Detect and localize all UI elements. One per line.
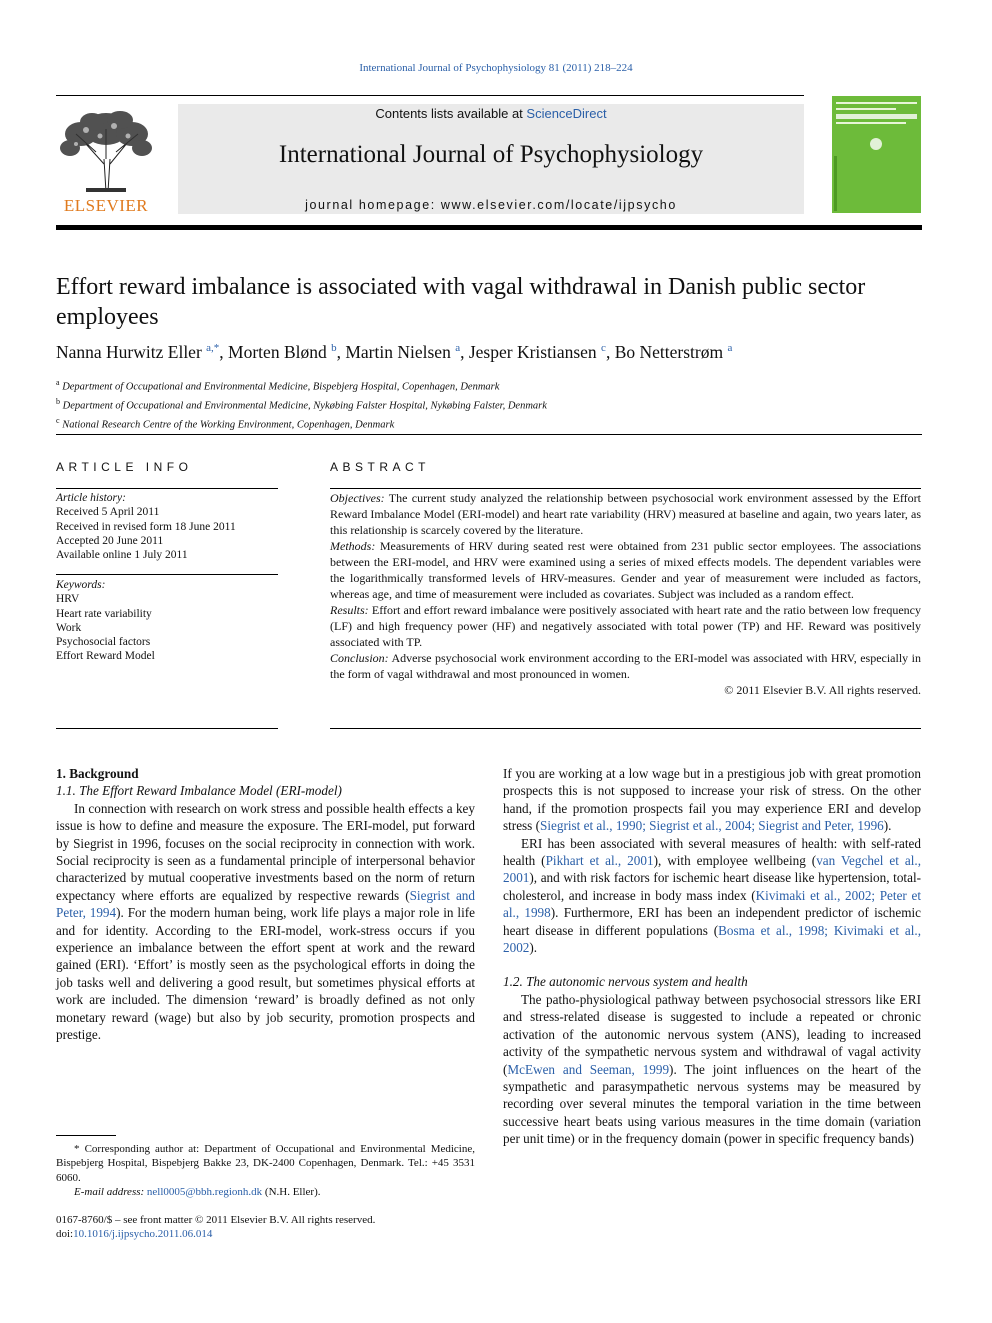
paragraph: The patho-physiological pathway between psychosocial stressors like ERI and stress-related disease is suggested to include a repeated or chronic activation of the autonomic nervous system (ANS), leading to increased activity of the sympathetic nervous system and withdrawal of vagal activity (McEwen and Seeman, 1999). The joint influences on the heart of the sympathetic and parasympathetic nervous systems may be measured by recording over several minutes the temporal variation in the time between successive heart beats using various measures in the time domain (variation per unit time) or in the frequency domain (power in specific frequency bands) [503,991,921,1147]
tree-icon [56,104,156,194]
citation-link[interactable]: van Vegchel et al., 2001 [503,853,921,886]
author-list [56,342,922,363]
body-left-column [56,765,475,1044]
history-item: Received 5 April 2011 [56,506,160,519]
keyword: Psychosocial factors [56,636,151,649]
author-affiliation-marker[interactable]: a,* [206,342,220,355]
abstract-objectives: Objectives: The current study analyzed the relationship between psychosocial work environment assessed by the Effort Reward Imbalance Model (ERI-model) and heart rate variability (HRV) measured at baseline and again, two years later, as this relationship is scarcely covered by the literature. [330,491,921,537]
paragraph: ERI has been associated with several measures of health: with self-rated health (Pikhart et al., 2001), with employee wellbeing (van Vegchel et al., 2001), and with risk factors for ischemic heart disease like hypertension, total-cholesterol, and increase in body mass index (Kivimaki et al., 2002; Peter et al., 1998). Furthermore, ERI has been an independent predictor of ischemic heart disease in different populations (Bosma et al., 1998; Kivimaki et al., 2002). [503,835,921,956]
elsevier-wordmark: ELSEVIER [63,196,149,215]
keywords-label: Keywords: [56,579,106,591]
abstract-heading: ABSTRACT [330,460,431,474]
author-affiliation-marker[interactable]: b [331,342,337,355]
spacer [503,956,921,973]
journal-cover-thumbnail [832,96,921,213]
cover-image-icon [832,96,921,213]
author: Jesper Kristiansen $^c$, [468,342,615,362]
corresponding-author-footnote [56,1142,475,1200]
history-item: Accepted 20 June 2011 [56,534,164,547]
citation-link[interactable]: Bosma et al., 1998; Kivimaki et al., 2002 [503,922,921,956]
subsection-heading: 1.2. The autonomic nervous system and health [503,974,748,990]
affiliation: $^a$ Department of Occupational and Environmental Medicine, Bispebjerg Hospital, Copenhagen, Denmark [56,378,500,393]
author: Bo Netterstrøm $^a$ [614,342,733,362]
subsection-heading: 1.1. The Effort Reward Imbalance Model (ERI-model) [56,783,342,799]
keyword: Work [56,621,82,634]
footnote-email: E-mail address: nell0005@bbh.regionh.dk (N.H. Eller). [74,1186,321,1199]
abstract-conclusion: Conclusion: Adverse psychosocial work environment according to the ERI-model was associated with HRV, especially in the form of vagal withdrawal and most pronounced in women. [330,651,921,681]
issn-line: 0167-8760/$ – see front matter © 2011 Elsevier B.V. All rights reserved. [56,1214,376,1226]
doi-line: doi:10.1016/j.ijpsycho.2011.06.014 [56,1228,213,1241]
author-affiliation-marker[interactable]: a [455,342,461,355]
doi-link[interactable]: 10.1016/j.ijpsycho.2011.06.014 [73,1228,213,1241]
article-title: Effort reward imbalance is associated with vagal withdrawal in Danish public sector employees [56,274,866,330]
contents-prefix: Contents lists available at [375,106,527,121]
abstract-body [330,490,921,698]
keyword: HRV [56,593,80,606]
author: Nanna Hurwitz Eller $^{a,*}$, [56,342,229,362]
abstract-copyright: © 2011 Elsevier B.V. All rights reserved. [724,683,921,697]
history-label: Article history: [56,492,126,504]
divider [56,728,278,729]
citation-link[interactable]: Pikhart et al., 2001 [545,853,654,869]
citation-link[interactable]: Siegrist et al., 1990; Siegrist et al., 2004; Siegrist and Peter, 1996 [540,818,884,834]
header-thick-rule [56,225,922,230]
article-history [56,491,278,562]
author-affiliation-marker[interactable]: c [601,342,606,355]
section-heading: 1. Background [56,766,139,781]
keyword: Heart rate variability [56,607,152,620]
sciencedirect-link[interactable]: ScienceDirect [526,106,607,121]
abstract-methods: Methods: Measurements of HRV during seated rest were obtained from 231 public sector employees. The associations between the ERI-model, and HRV were examined using a series of mixed effects models. The dependent variables were the logarithmically transformed levels of HRV-measures. Gender and year of measurement were included as factors, whereas age, and time of measurement were included as covariates. Subject was included as a random effect. [330,539,921,601]
author: Martin Nielsen $^a$, [345,342,469,362]
title-rule [56,434,922,435]
abstract-results: Results: Effort and effort reward imbalance were positively associated with heart rate and the ratio between low frequency (LF) and high frequency power (HF) and negatively associated with total power (TP) and HF. Reward was positively associated with TP. [330,603,921,649]
journal-title: International Journal of Psychophysiology [278,141,704,168]
divider [330,488,921,489]
keyword: Effort Reward Model [56,650,155,663]
keywords [56,578,278,664]
contents-line [178,106,804,121]
affiliations [56,376,922,433]
citation-link[interactable]: McEwen and Seeman, 1999 [507,1061,670,1077]
history-item: Available online 1 July 2011 [56,549,188,562]
divider [330,728,921,729]
email-link[interactable]: nell0005@bbh.regionh.dk [146,1186,263,1199]
journal-citation[interactable]: International Journal of Psychophysiology 81 (2011) 218–224 [359,62,633,74]
divider [56,574,278,575]
header-rule [56,95,804,96]
footnote-text: * Corresponding author at: Department of Occupational and Environmental Medicine, Bispebjerg Hospital, Bispebjerg Bakke 23, DK-2400 Copenhagen, Denmark. Tel.: +45 3531 6060. [56,1143,475,1184]
citation-link[interactable]: Siegrist and Peter, 1994 [56,887,475,921]
affiliation: $^b$ Department of Occupational and Environmental Medicine, Nykøbing Falster Hospital, Nykøbing Falster, Denmark [56,397,547,412]
footnote-rule [56,1135,116,1136]
article-info-heading: ARTICLE INFO [56,460,193,474]
history-item: Received in revised form 18 June 2011 [56,520,236,533]
citation-link[interactable]: Kivimaki et al., 2002; Peter et al., 1998 [503,887,921,921]
paragraph: If you are working at a low wage but in a prestigious job with great promotion prospects this is not supposed to increase your risk of stress. On the other hand, if the promotion prospects fail you may experience ERI and develop stress (Siegrist et al., 1990; Siegrist et al., 2004; Siegrist and Peter, 1996). [503,766,921,834]
page-footer [56,1213,475,1242]
affiliation: $^c$ National Research Centre of the Working Environment, Copenhagen, Denmark [56,416,395,431]
author-affiliation-marker[interactable]: a [727,342,733,355]
paragraph: In connection with research on work stress and possible health effects a key issue is how to define and measure the exposure. The ERI-model, put forward by Siegrist in 1996, focuses on the social reciprocity in connection with work. Social reciprocity is seen as a fundamental principle of interpersonal behavior characterized by mutual cooperative investments based on the norm of return expectancy where efforts are equalized by respective rewards (Siegrist and Peter, 1994). For the modern human being, work life plays a major role in life and for identity. According to the ERI-model, work-stress occurs if you experience an imbalance between the effort spent at work and the reward gained (ERI). ‘Effort’ is mostly seen as the psychological efforts in doing the job tasks well and delivering a good result, but sometimes physical efforts at work are included. The dimension ‘reward’ is broadly defined as not only monetary reward (wage) but also by job security, promotion prospects and prestige. [56,800,475,1043]
body-right-column [503,765,921,1148]
divider [56,488,278,489]
author: Morten Blønd $^b$, [228,342,346,362]
journal-homepage[interactable]: journal homepage: www.elsevier.com/locate/ijpsycho [305,198,677,212]
